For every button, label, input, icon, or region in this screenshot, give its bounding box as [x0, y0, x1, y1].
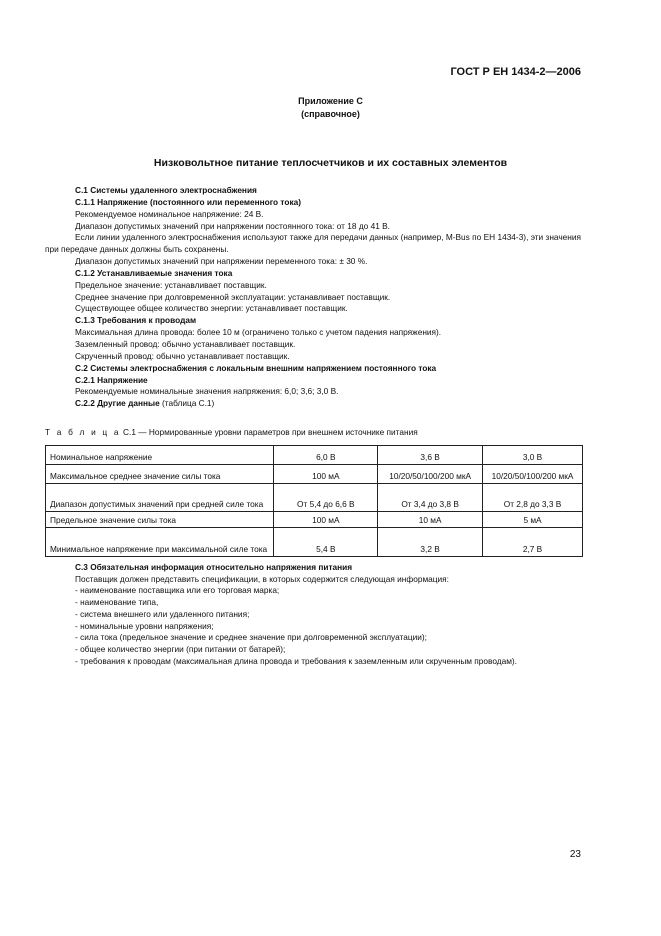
- subsection-heading: С.2.1 Напряжение: [75, 374, 148, 385]
- table-caption: [45, 427, 418, 437]
- table-cell: Минимальное напряжение при максимальной силе тока: [46, 528, 274, 557]
- section-heading: С.3 Обязательная информация относительно напряжения питания: [75, 562, 353, 572]
- table-cell: От 5,4 до 6,6 В: [274, 484, 378, 512]
- paragraph: Диапазон допустимых значений при напряжении постоянного тока: от 18 до 41 В.: [75, 220, 390, 231]
- table-cell: 10/20/50/100/200 мкА: [378, 465, 483, 484]
- parameters-table: [45, 445, 583, 557]
- table-cell: От 3,4 до 3,8 В: [378, 484, 483, 512]
- document-header: ГОСТ Р ЕН 1434-2—2006: [450, 66, 581, 78]
- table-cell: 10/20/50/100/200 мкА: [483, 465, 583, 484]
- list-item: - требования к проводам (максимальная длина провода и требования к заземленным или скрученным проводам).: [75, 655, 517, 666]
- paragraph: Среднее значение при долговременной эксплуатации: устанавливает поставщик.: [75, 291, 391, 302]
- paragraph: Предельное значение: устанавливает поставщик.: [75, 279, 267, 290]
- document-title: Низковольтное питание теплосчетчиков и их составных элементов: [153, 157, 508, 169]
- section-heading: С.1 Системы удаленного электроснабжения: [75, 185, 257, 195]
- table-cell: Максимальное среднее значение силы тока: [46, 465, 274, 484]
- list-item: - номинальные уровни напряжения;: [75, 620, 214, 631]
- table-row: [46, 465, 583, 484]
- section-heading: С.2 Системы электроснабжения с локальным внешним напряжением постоянного тока: [75, 362, 437, 373]
- paragraph: Максимальная длина провода: более 10 м (ограничено только с учетом падения напряжения).: [75, 327, 442, 338]
- subsection-heading: С.1.2 Устанавливаемые значения тока: [75, 267, 233, 278]
- table-caption-text: С.1 — Нормированные уровни параметров при внешнем источнике питания: [120, 427, 418, 437]
- table-row: [46, 512, 583, 528]
- table-cell: Предельное значение силы тока: [46, 512, 274, 528]
- paragraph: Диапазон допустимых значений при напряжении переменного тока: ± 30 %.: [75, 256, 368, 267]
- paragraph: Скрученный провод: обычно устанавливает поставщик.: [75, 350, 290, 361]
- table-row: [46, 446, 583, 465]
- annex-subtitle: (справочное): [301, 109, 360, 119]
- table-cell: 3,0 В: [483, 446, 583, 465]
- table-cell: 2,7 В: [483, 528, 583, 557]
- table-reference: (таблица С.1): [159, 398, 215, 409]
- table-label: Т а б л и ц а: [45, 427, 121, 437]
- table-cell: Номинальное напряжение: [46, 446, 274, 465]
- table-cell: 100 мА: [274, 465, 378, 484]
- annex-title: Приложение С: [298, 96, 363, 106]
- table-cell: 3,2 В: [378, 528, 483, 557]
- paragraph: Если линии удаленного электроснабжения используют также для передачи данных (например, M-Bus по ЕН 1434-3), эти значения при передаче данных должны быть сохранены.: [45, 232, 581, 255]
- page-number: 23: [569, 849, 581, 860]
- table-cell: 100 мА: [274, 512, 378, 528]
- table-cell: Диапазон допустимых значений при средней силе тока: [46, 484, 274, 512]
- list-item: - наименование типа,: [75, 597, 159, 608]
- paragraph: Заземленный провод: обычно устанавливает поставщик.: [75, 338, 296, 349]
- subsection-heading: С.1.3 Требования к проводам: [75, 315, 197, 326]
- subsection-heading: С.1.1 Напряжение (постоянного или переменного тока): [75, 196, 301, 207]
- table-row: [46, 528, 583, 557]
- paragraph: Рекомендуемые номинальные значения напряжения: 6,0; 3,6; 3,0 В.: [75, 386, 339, 397]
- table-cell: 3,6 В: [378, 446, 483, 465]
- paragraph: Рекомендуемое номинальное напряжение: 24 В.: [75, 208, 264, 219]
- paragraph: Существующее общее количество энергии: устанавливает поставщик.: [75, 303, 348, 314]
- table-row: [46, 484, 583, 512]
- table-cell: 5,4 В: [274, 528, 378, 557]
- section-c3: [75, 562, 581, 667]
- table-cell: От 2,8 до 3,3 В: [483, 484, 583, 512]
- body-sections: [45, 185, 581, 410]
- table-cell: 10 мА: [378, 512, 483, 528]
- list-item: - сила тока (предельное значение и среднее значение при долговременной эксплуатации);: [75, 632, 427, 643]
- paragraph: Поставщик должен представить спецификации, в которых содержится следующая информация:: [75, 573, 449, 584]
- table-cell: 6,0 В: [274, 446, 378, 465]
- list-item: - система внешнего или удаленного питания;: [75, 608, 250, 619]
- list-item: - общее количество энергии (при питании от батарей);: [75, 643, 286, 654]
- table-cell: 5 мА: [483, 512, 583, 528]
- list-item: - наименование поставщика или его торговая марка;: [75, 585, 280, 596]
- paragraph: [75, 398, 581, 410]
- subsection-heading: С.2.2 Другие данные: [75, 398, 160, 409]
